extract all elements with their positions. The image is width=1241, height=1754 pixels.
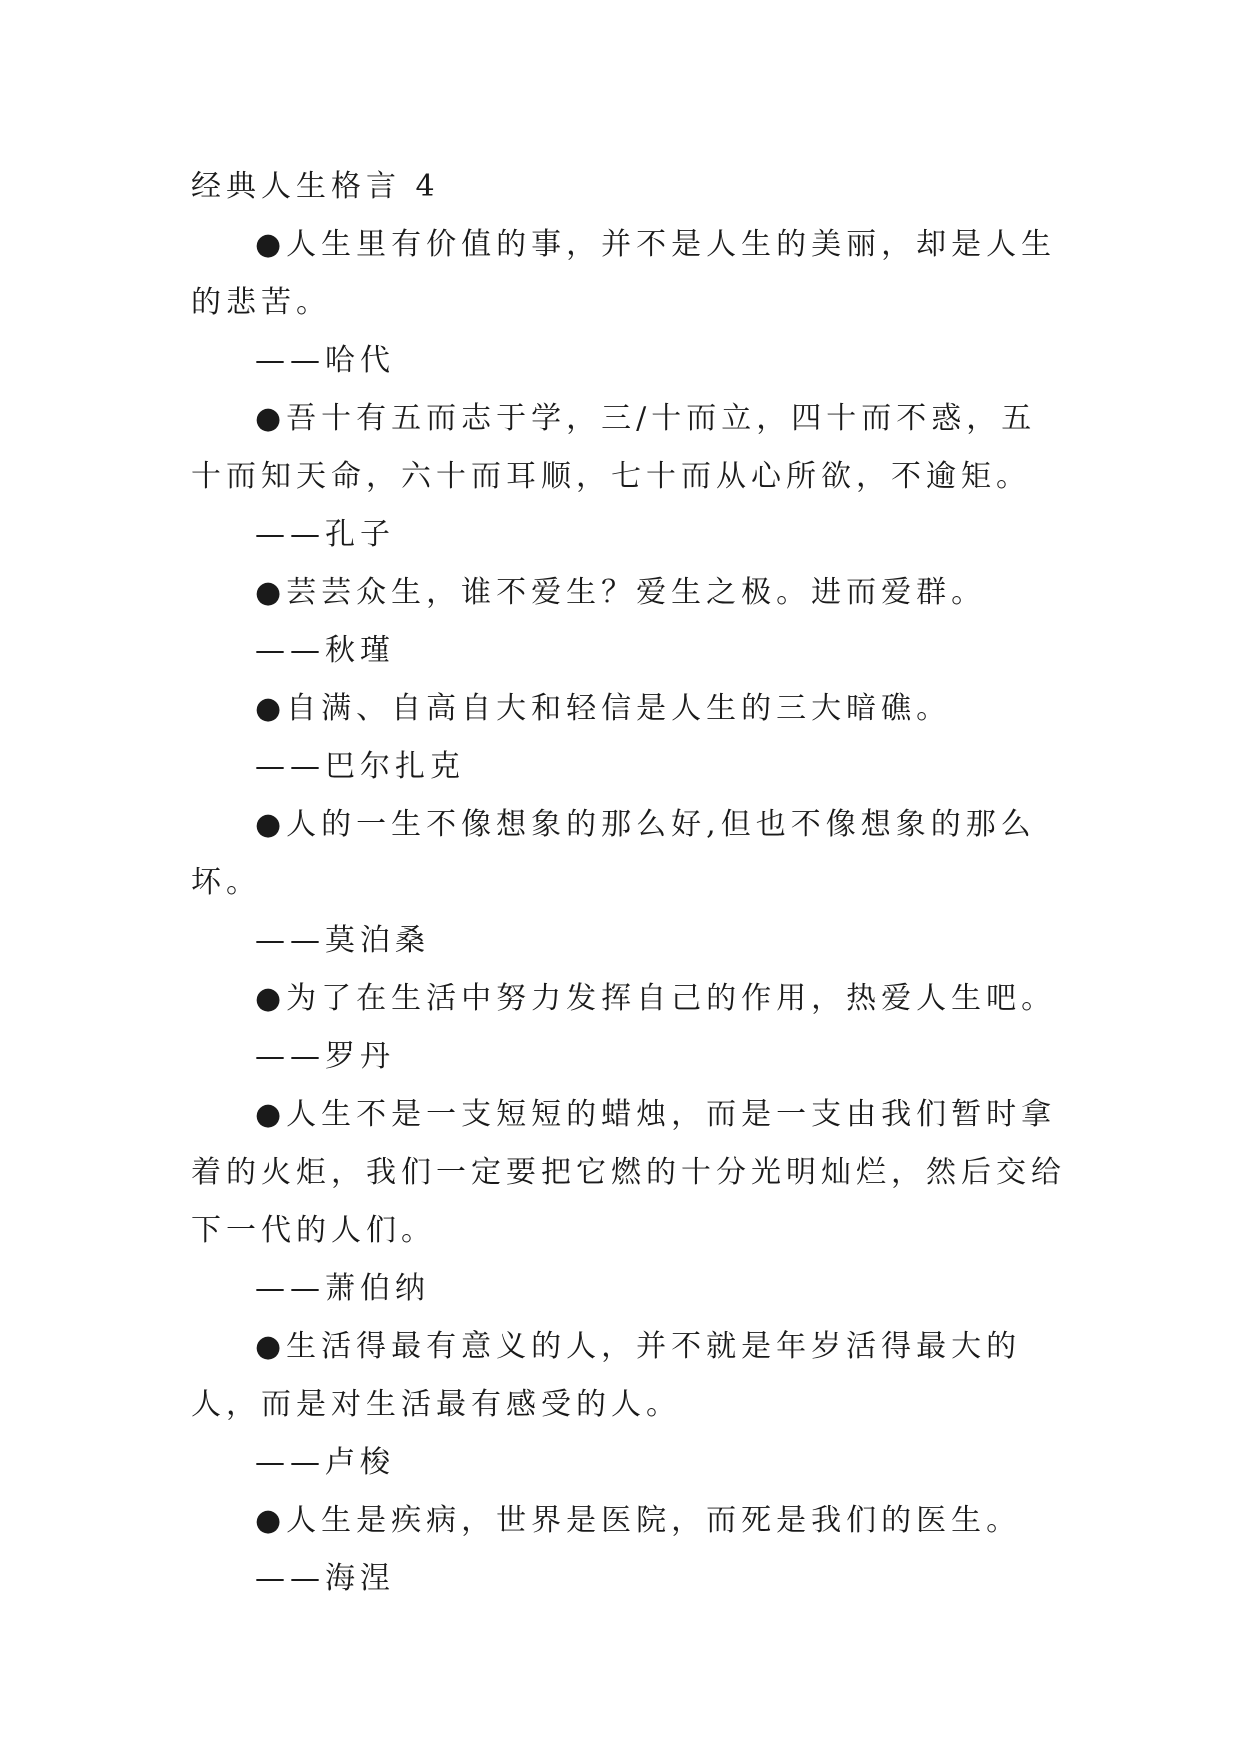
quote-author: ——海涅 xyxy=(255,1561,395,1596)
quote-author: ——巴尔扎克 xyxy=(255,749,465,784)
quote-author: ——萧伯纳 xyxy=(255,1271,430,1306)
quote-text: ●人生不是一支短短的蜡烛，而是一支由我们暂时拿着的火炬，我们一定要把它燃的十分光明灿烂，然后交给下一代的人们。 xyxy=(191,1097,1066,1248)
quote-author: ——卢梭 xyxy=(255,1445,395,1480)
quote-author: ——孔子 xyxy=(255,517,395,552)
quote-text: ●芸芸众生，谁不爱生？爱生之极。进而爱群。 xyxy=(255,575,987,610)
quote-author: ——罗丹 xyxy=(255,1039,395,1074)
quote-text: ●吾十有五而志于学，三/十而立，四十而不惑，五十而知天命，六十而耳顺，七十而从心所欲，不逾矩。 xyxy=(191,401,1037,494)
document-body xyxy=(191,158,1071,1608)
quote-text: ●人生里有价值的事，并不是人生的美丽，却是人生的悲苦。 xyxy=(191,227,1057,320)
quote-author: ——莫泊桑 xyxy=(255,923,430,958)
quote-text: ●人的一生不像想象的那么好,但也不像想象的那么坏。 xyxy=(191,807,1036,900)
quote-text: ●生活得最有意义的人，并不就是年岁活得最大的人，而是对生活最有感受的人。 xyxy=(191,1329,1022,1422)
quote-text: ●人生是疾病，世界是医院，而死是我们的医生。 xyxy=(255,1503,1022,1538)
quote-author: ——哈代 xyxy=(255,343,395,378)
quote-author: ——秋瑾 xyxy=(255,633,395,668)
quote-text: ●为了在生活中努力发挥自己的作用，热爱人生吧。 xyxy=(255,981,1057,1016)
quote-text: ●自满、自高自大和轻信是人生的三大暗礁。 xyxy=(255,691,952,726)
document-title: 经典人生格言 4 xyxy=(191,169,440,204)
